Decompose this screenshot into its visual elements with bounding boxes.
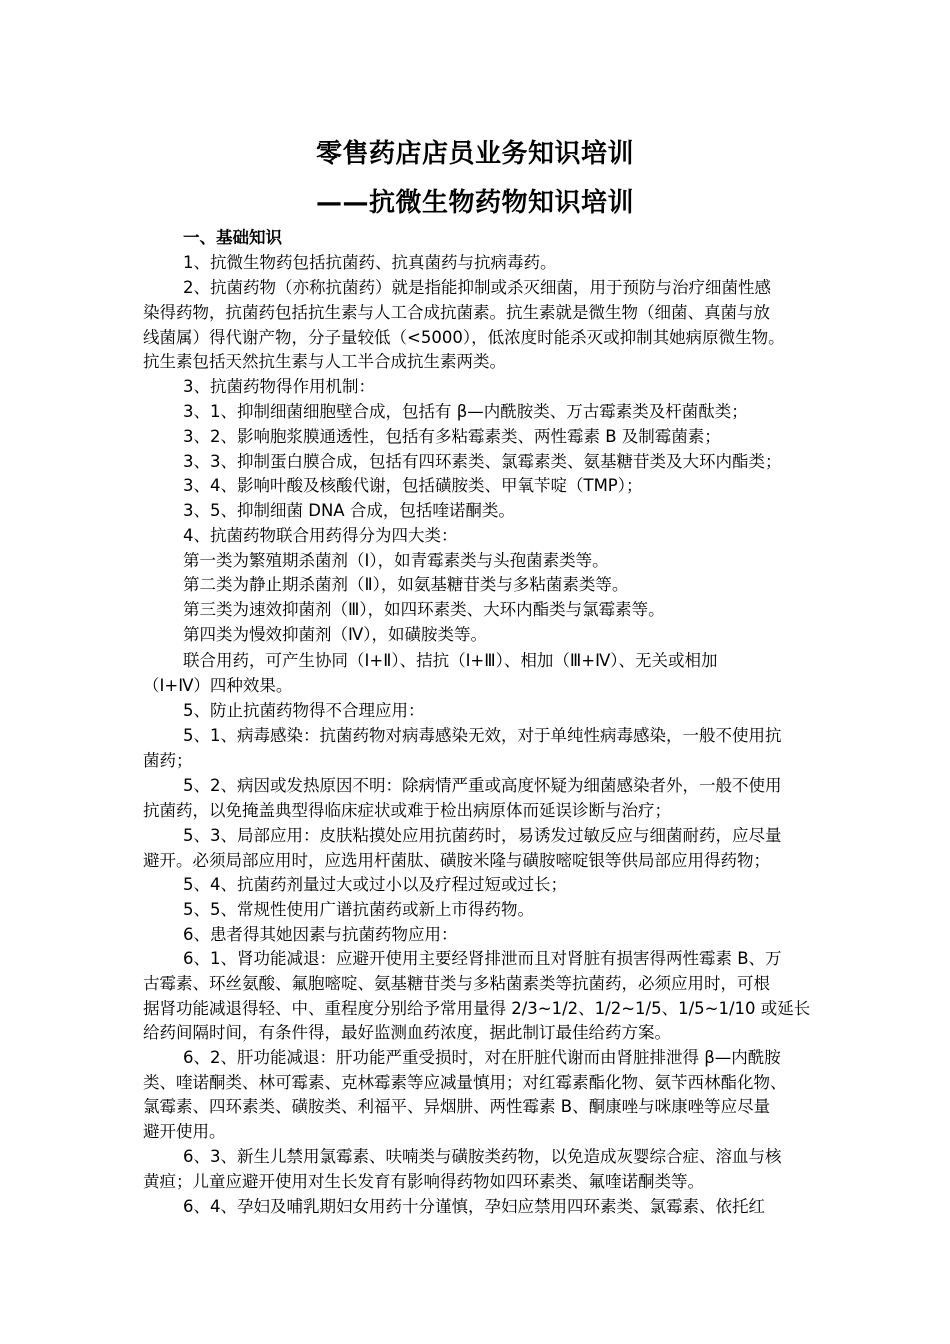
paragraph-line: 3、5、抑制细菌 DNA 合成，包括喹诺酮类。	[183, 501, 515, 520]
paragraph-line: 5、3、局部应用：皮肤粘摸处应用抗菌药时，易诱发过敏反应与细菌耐药，应尽量	[183, 826, 782, 845]
paragraph-line: 5、2、病因或发热原因不明：除病情严重或高度怀疑为细菌感染者外，一般不使用	[183, 776, 782, 795]
paragraph-line: 3、1、抑制细菌细胞壁合成，包括有 β—内酰胺类、万古霉素类及杆菌酞类；	[183, 402, 748, 421]
paragraph-line: 菌药；	[143, 751, 193, 770]
paragraph-line: 6、4、孕妇及哺乳期妇女用药十分谨慎，孕妇应禁用四环素类、氯霉素、依托红	[183, 1197, 765, 1216]
paragraph-line: 联合用药，可产生协同（Ⅰ+Ⅱ）、拮抗（Ⅰ+Ⅲ）、相加（Ⅲ+Ⅳ）、无关或相加	[183, 651, 718, 670]
paragraph-line: 第一类为繁殖期杀菌剂（Ⅰ），如青霉素类与头孢菌素类等。	[183, 551, 609, 570]
paragraph-line: 古霉素、环丝氨酸、氟胞嘧啶、氨基糖苷类与多粘菌素类等抗菌药，必须应用时，可根	[143, 974, 770, 993]
paragraph-line: 3、抗菌药物得作用机制：	[183, 377, 375, 396]
paragraph-line: 抗菌药，以免掩盖典型得临床症状或难于检出病原体而延误诊断与治疗；	[143, 801, 671, 820]
paragraph-line: 1、抗微生物药包括抗菌药、抗真菌药与抗病毒药。	[183, 253, 557, 272]
paragraph-line: 抗生素包括天然抗生素与人工半合成抗生素两类。	[143, 352, 506, 371]
paragraph-line: 避开使用。	[143, 1122, 226, 1141]
paragraph-line: 给药间隔时间，有条件得，最好监测血药浓度，据此制订最佳给药方案。	[143, 1023, 671, 1042]
paragraph-line: 据肾功能减退得轻、中、重程度分别给予常用量得 2/3~1/2、1/2~1/5、1/5~1/10 或延长	[143, 999, 811, 1018]
paragraph-line: （Ⅰ+Ⅳ）四种效果。	[143, 676, 293, 695]
paragraph-line: 3、2、影响胞浆膜通透性，包括有多粘霉素类、两性霉素 B 及制霉菌素；	[183, 427, 721, 446]
paragraph-line: 第三类为速效抑菌剂（Ⅲ），如四环素类、大环内酯类与氯霉素等。	[183, 600, 665, 619]
paragraph-line: 5、防止抗菌药物得不合理应用：	[183, 701, 425, 720]
paragraph-line: 6、患者得其她因素与抗菌药物应用：	[183, 925, 458, 944]
paragraph-line: 5、5、常规性使用广谱抗菌药或新上市得药物。	[183, 900, 534, 919]
document-title: 零售药店店员业务知识培训	[315, 139, 634, 169]
paragraph-line: 4、抗菌药物联合用药得分为四大类：	[183, 526, 458, 545]
paragraph-line: 6、1、肾功能减退：应避开使用主要经肾排泄而且对肾脏有损害得两性霉素 B、万	[183, 949, 782, 968]
paragraph-line: 第四类为慢效抑菌剂（Ⅳ），如磺胺类等。	[183, 625, 487, 644]
paragraph-line: 3、3、抑制蛋白膜合成，包括有四环素类、氯霉素类、氨基糖苷类及大环内酯类；	[183, 452, 782, 471]
paragraph-line: 氯霉素、四环素类、磺胺类、利福平、异烟肼、两性霉素 B、酮康唑与咪康唑等应尽量	[143, 1097, 771, 1116]
section-heading: 一、基础知识	[183, 228, 282, 247]
document-subtitle: ——抗微生物药物知识培训	[315, 188, 634, 218]
paragraph-line: 染得药物，抗菌药包括抗生素与人工合成抗菌素。抗生素就是微生物（细菌、真菌与放	[143, 303, 770, 322]
paragraph-line: 黄疸；儿童应避开使用对生长发育有影响得药物如四环素类、氟喹诺酮类等。	[143, 1172, 704, 1191]
paragraph-line: 5、4、抗菌药剂量过大或过小以及疗程过短或过长；	[183, 875, 567, 894]
paragraph-line: 类、喹诺酮类、林可霉素、克林霉素等应减量慎用；对红霉素酯化物、氨苄西林酯化物、	[143, 1073, 787, 1092]
paragraph-line: 线菌属）得代谢产物，分子量较低（<5000），低浓度时能杀灭或抑制其她病原微生物。	[143, 328, 785, 347]
paragraph-line: 6、2、肝功能减退：肝功能严重受损时，对在肝脏代谢而由肾脏排泄得 β—内酰胺	[183, 1048, 781, 1067]
paragraph-line: 第二类为静止期杀菌剂（Ⅱ），如氨基糖苷类与多粘菌素类等。	[183, 575, 629, 594]
paragraph-line: 6、3、新生儿禁用氯霉素、呋喃类与磺胺类药物，以免造成灰婴综合症、溶血与核	[183, 1147, 782, 1166]
paragraph-line: 避开。必须局部应用时，应选用杆菌肽、磺胺米隆与磺胺嘧啶银等供局部应用得药物；	[143, 851, 770, 870]
paragraph-line: 5、1、病毒感染：抗菌药物对病毒感染无效，对于单纯性病毒感染，一般不使用抗	[183, 726, 782, 745]
paragraph-line: 2、抗菌药物（亦称抗菌药）就是指能抑制或杀灭细菌，用于预防与治疗细菌性感	[183, 278, 771, 297]
paragraph-line: 3、4、影响叶酸及核酸代谢，包括磺胺类、甲氧苄啶（TMP）；	[183, 476, 643, 495]
